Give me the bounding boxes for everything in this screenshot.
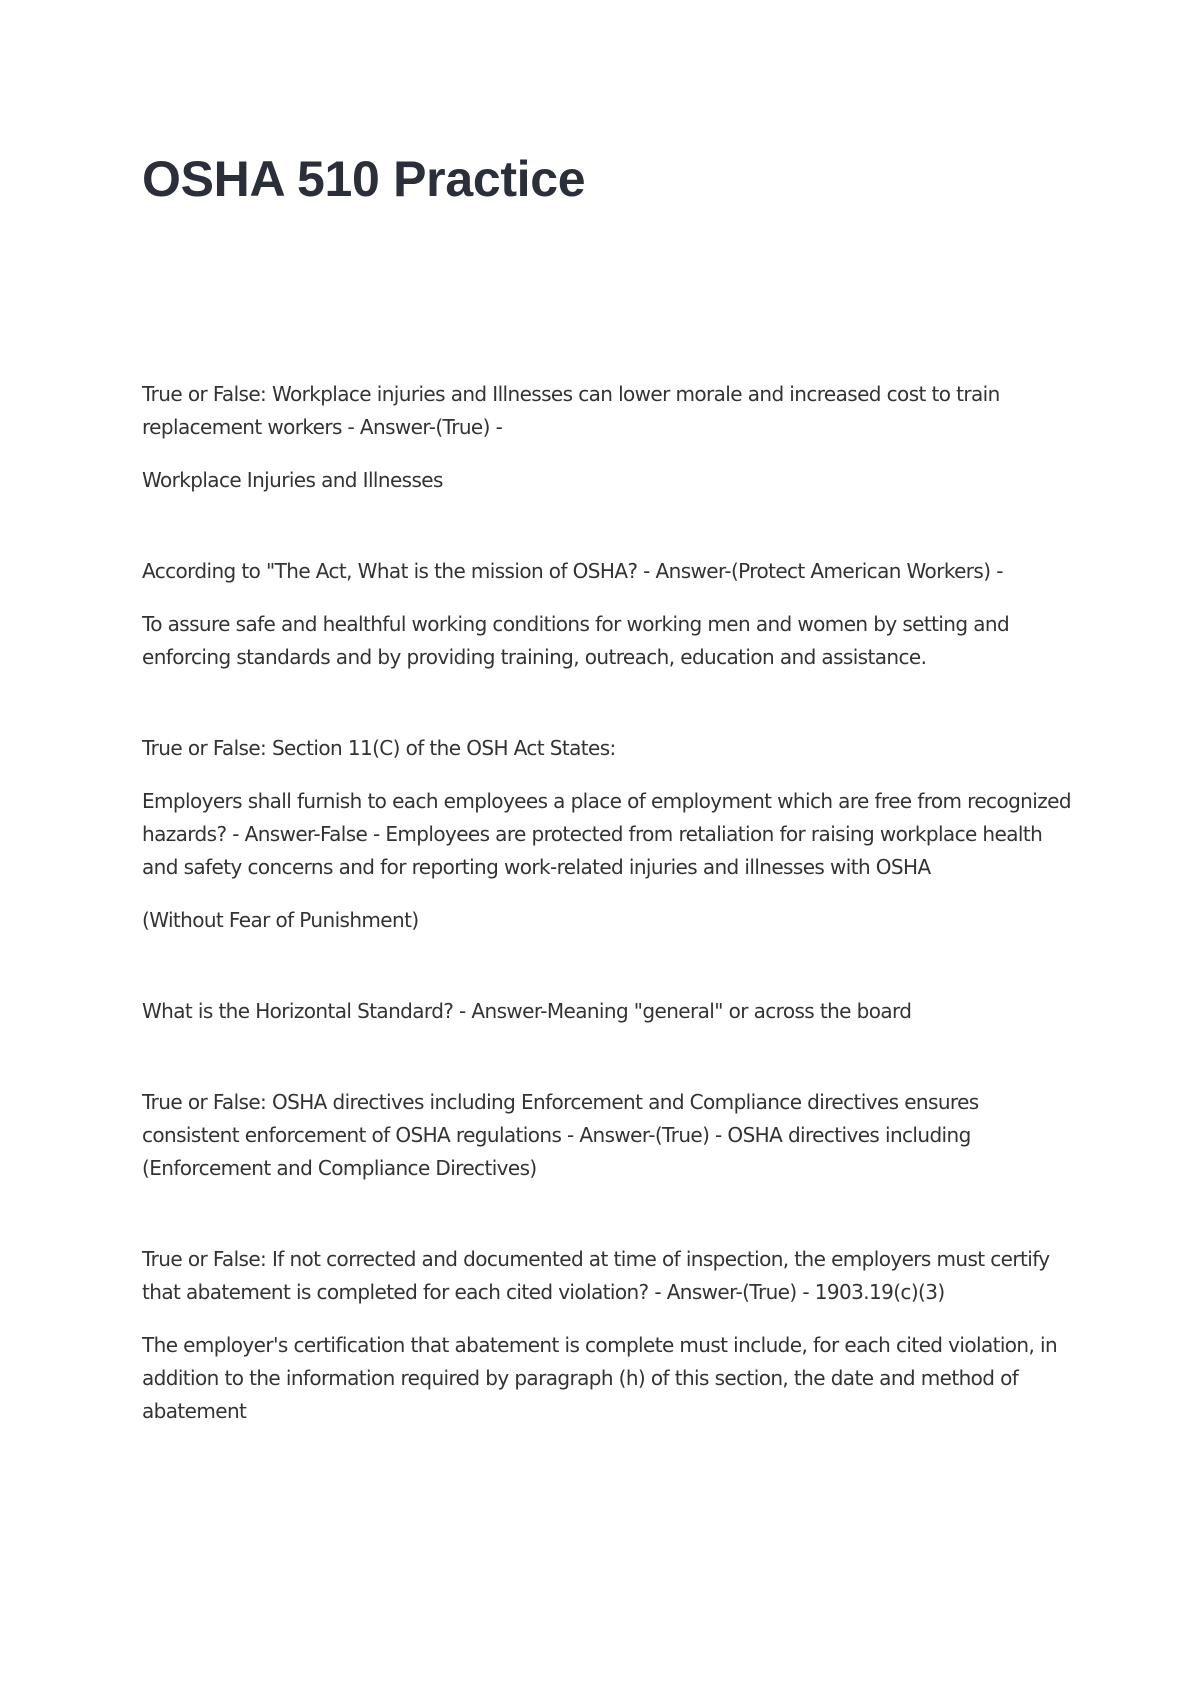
question-text: True or False: Section 11(C) of the OSH Act States: xyxy=(142,736,616,760)
question-answer-text: What is the Horizontal Standard? - Answer-Meaning "general" or across the board xyxy=(142,999,912,1023)
qa-block-5 xyxy=(142,1086,1072,1185)
qa-block-1 xyxy=(142,378,1072,497)
question-answer-text: True or False: OSHA directives including Enforcement and Compliance directives ensures consistent enforcement of OSHA regulations - Answer-(True) - OSHA directives including (Enforcement and Compliance Directives) xyxy=(142,1090,979,1180)
document-body xyxy=(142,378,1072,1428)
question-text: According to "The Act, What is the mission of OSHA? - Answer-(Protect American Workers) - xyxy=(142,559,1003,583)
answer-detail-text: Workplace Injuries and Illnesses xyxy=(142,468,443,492)
question-text: True or False: Workplace injuries and Illnesses can lower morale and increased cost to train replacement workers - Answer-(True) - xyxy=(142,382,1000,439)
qa-block-6 xyxy=(142,1243,1072,1428)
question-answer-text: Employers shall furnish to each employees a place of employment which are free from recognized hazards? - Answer-False - Employees are protected from retaliation for raising workplace health and safety concerns and for reporting work-related injuries and illnesses with OSHA xyxy=(142,789,1071,879)
qa-block-4 xyxy=(142,995,1072,1028)
qa-block-3 xyxy=(142,732,1072,937)
answer-detail-text: To assure safe and healthful working conditions for working men and women by setting and enforcing standards and by providing training, outreach, education and assistance. xyxy=(142,612,1010,669)
question-answer-text: True or False: If not corrected and documented at time of inspection, the employers must certify that abatement is completed for each cited violation? - Answer-(True) - 1903.19(c)(3) xyxy=(142,1247,1050,1304)
qa-block-2 xyxy=(142,555,1072,674)
answer-detail-text: The employer's certification that abatement is complete must include, for each cited violation, in addition to the information required by paragraph (h) of this section, the date and method of abatement xyxy=(142,1333,1058,1423)
page-title: OSHA 510 Practice xyxy=(142,151,586,207)
answer-detail-text: (Without Fear of Punishment) xyxy=(142,908,419,932)
